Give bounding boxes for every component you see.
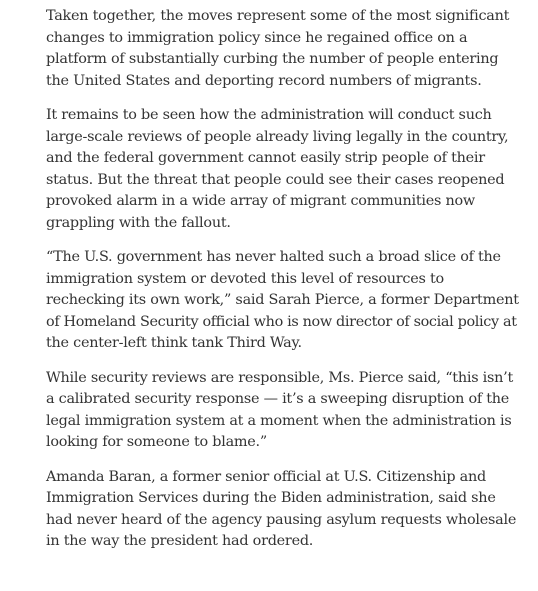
text-line: rechecking its own work,” said Sarah Pierce, a former Department bbox=[46, 292, 519, 308]
paragraph-4 bbox=[46, 368, 522, 454]
paragraph-2 bbox=[46, 105, 522, 234]
text-line: of Homeland Security official who is now director of social policy at bbox=[46, 313, 517, 330]
text-line: the United States and deporting record numbers of migrants. bbox=[46, 72, 482, 89]
text-line: in the way the president had ordered. bbox=[46, 533, 314, 549]
text-line: Amanda Baran, a former senior official at U.S. Citizenship and bbox=[46, 468, 486, 485]
text-line: Immigration Services during the Biden administration, said she bbox=[46, 490, 496, 506]
text-line: looking for someone to blame.” bbox=[46, 434, 267, 450]
text-line: platform of substantially curbing the number of people entering bbox=[46, 51, 499, 67]
text-line: a calibrated security response — it’s a sweeping disruption of the bbox=[46, 391, 510, 407]
text-line: It remains to be seen how the administration will conduct such bbox=[46, 107, 492, 123]
article-body bbox=[46, 6, 522, 566]
text-line: changes to immigration policy since he regained office on a bbox=[46, 29, 468, 46]
paragraph-5 bbox=[46, 467, 522, 553]
paragraph-1 bbox=[46, 6, 522, 92]
text-line: provoked alarm in a wide array of migrant communities now bbox=[46, 193, 475, 209]
text-line: and the federal government cannot easily strip people of their bbox=[46, 150, 485, 166]
paragraph-3 bbox=[46, 247, 522, 355]
text-line: the center-left think tank Third Way. bbox=[46, 335, 302, 351]
text-line: status. But the threat that people could see their cases reopened bbox=[46, 171, 505, 188]
text-line: While security reviews are responsible, Ms. Pierce said, “this isn’t bbox=[46, 369, 514, 386]
text-line: grappling with the fallout. bbox=[46, 214, 231, 231]
text-line: immigration system or devoted this level of resources to bbox=[46, 270, 444, 287]
text-line: legal immigration system at a moment when the administration is bbox=[46, 412, 512, 429]
text-line: large-scale reviews of people already living legally in the country, bbox=[46, 128, 509, 145]
text-line: had never heard of the agency pausing asylum requests wholesale bbox=[46, 511, 517, 528]
text-line: “The U.S. government has never halted such a broad slice of the bbox=[46, 249, 501, 265]
text-line: Taken together, the moves represent some of the most significant bbox=[46, 8, 510, 24]
